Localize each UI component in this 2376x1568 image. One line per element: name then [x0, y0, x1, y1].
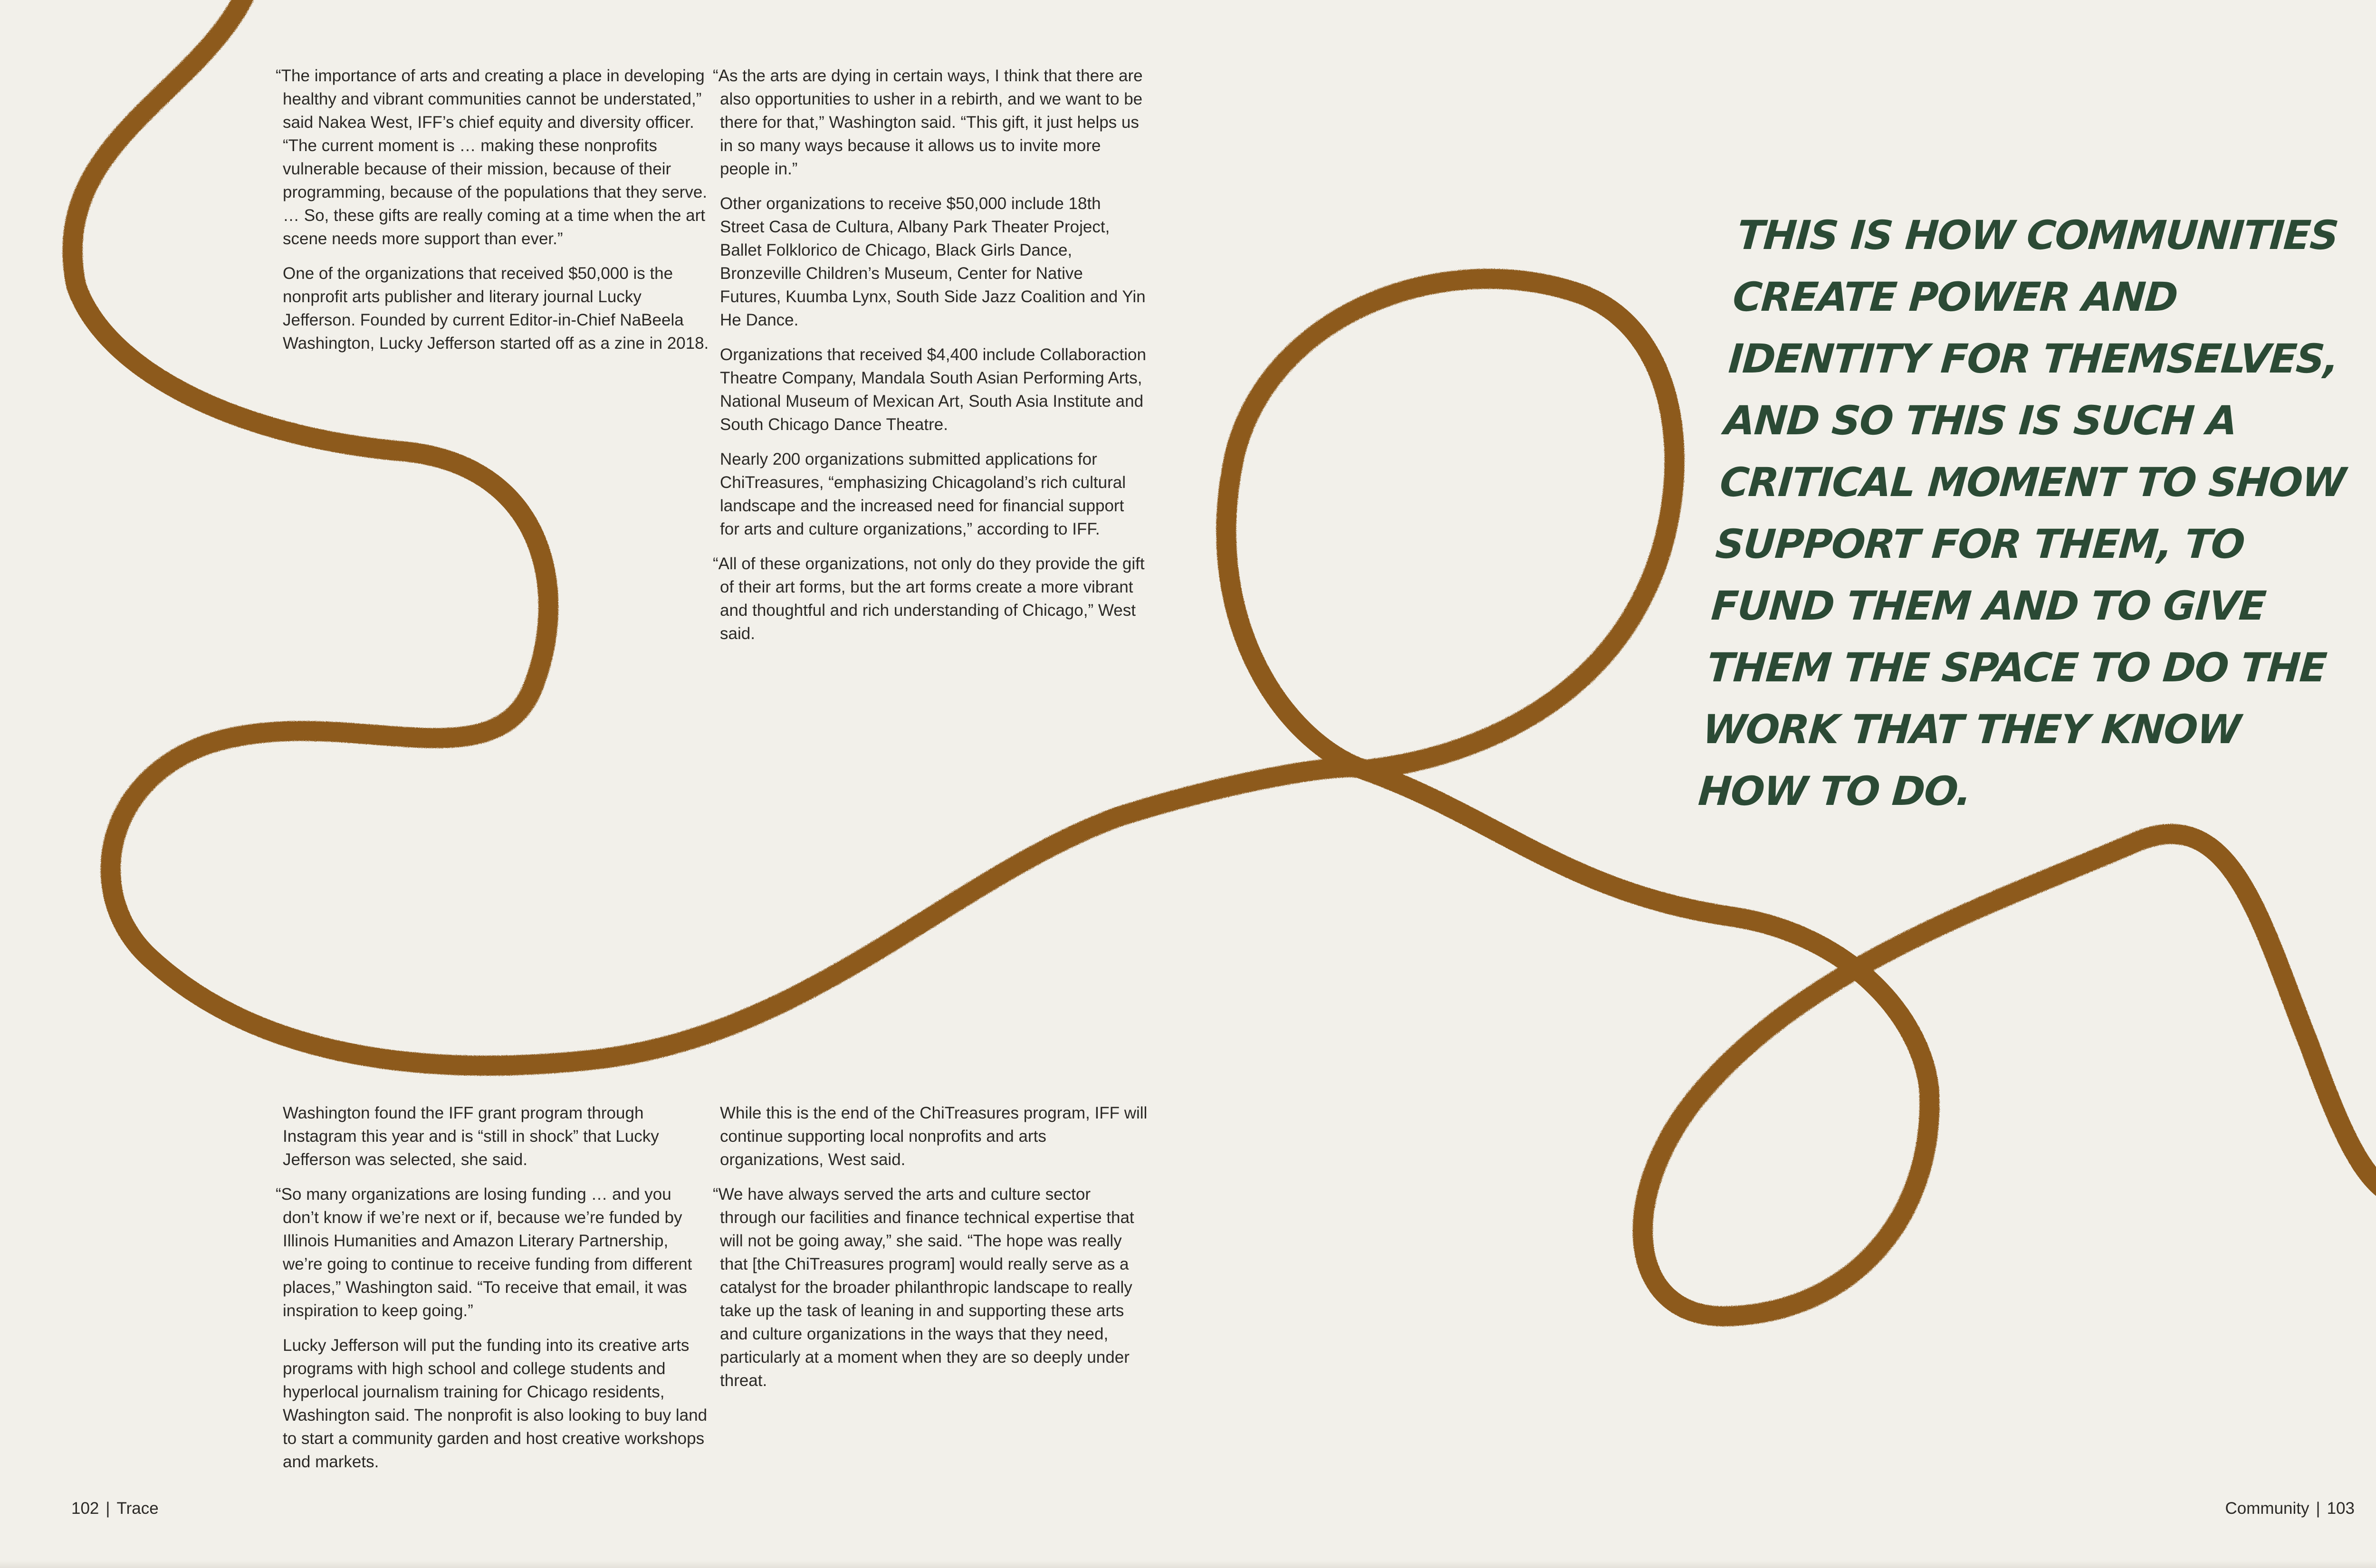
page-number: 103	[2327, 1499, 2355, 1518]
paragraph: “The importance of arts and creating a place in developing healthy and vibrant communities cannot be understated,” said Nakea West, IFF’s chief equity and diversity officer. “The current moment is … making these nonprofits vulnerable because of their mission, because of their programming, because of the populations that they serve. … So, these gifts are really coming at a time when the art scene needs more support than ever.”	[276, 67, 708, 248]
page-number: 102	[71, 1499, 99, 1518]
paragraph: While this is the end of the ChiTreasures program, IFF will continue supporting local nonprofits and arts organizations, West said.	[720, 1104, 1148, 1169]
folio-divider: |	[105, 1499, 110, 1518]
folio-right	[2225, 1498, 2355, 1519]
article-column-middle-bottom	[713, 1101, 1148, 1404]
paragraph: “We have always served the arts and culture sector through our facilities and finance technical expertise that will not be going away,” she said. “The hope was really that [the ChiTreasures program] would really serve as a catalyst for the broader philanthropic landscape to really take up the task of leaning in and supporting these arts and culture organizations in the ways that they need, particularly at a moment when they are so deeply under threat.	[713, 1185, 1134, 1390]
section-name: Trace	[116, 1499, 159, 1518]
section-name: Community	[2225, 1499, 2309, 1518]
paragraph: One of the organizations that received $50,000 is the nonprofit arts publisher and literary journal Lucky Jefferson. Founded by current Editor-in-Chief NaBeela Washington, Lucky Jefferson started off as a zine in 2018.	[283, 264, 709, 353]
paragraph: “All of these organizations, not only do they provide the gift of their art forms, but the art forms create a more vibrant and thoughtful and rich understanding of Chicago,” West said.	[713, 555, 1145, 643]
folio-left	[71, 1498, 159, 1519]
paragraph: Nearly 200 organizations submitted applications for ChiTreasures, “emphasizing Chicagoland’s rich cultural landscape and the increased need for financial support for arts and culture organizations,” according to IFF.	[720, 450, 1126, 538]
paragraph: “As the arts are dying in certain ways, I think that there are also opportunities to usher in a rebirth, and we want to be there for that,” Washington said. “This gift, it just helps us in so many ways because it allows us to invite more people in.”	[713, 67, 1143, 178]
folio-divider: |	[2316, 1499, 2320, 1518]
paragraph: Organizations that received $4,400 include Collaboraction Theatre Company, Mandala South Asian Performing Arts, National Museum of Mexican Art, South Asia Institute and South Chicago Dance Theatre.	[720, 345, 1146, 434]
article-column-left-top	[276, 64, 710, 366]
article-column-left-bottom	[276, 1101, 710, 1485]
paragraph: Other organizations to receive $50,000 include 18th Street Casa de Cultura, Albany Park Theater Project, Ballet Folklorico de Chicago, Black Girls Dance, Bronzeville Children’s Museum, Center for Native Futures, Kuumba Lynx, South Side Jazz Coalition and Yin He Dance.	[720, 194, 1146, 329]
page-edge	[0, 1560, 2376, 1568]
paragraph: “So many organizations are losing funding … and you don’t know if we’re next or if, because we’re funded by Illinois Humanities and Amazon Literary Partnership, we’re going to continue to receive funding from different places,” Washington said. “To receive that email, it was inspiration to keep going.”	[276, 1185, 692, 1320]
article-column-middle-top	[713, 64, 1148, 657]
pull-quote: THIS IS HOW COMMUNITIES CREATE POWER AND IDENTITY FOR THEMSELVES, AND SO THIS IS SUCH A CRITICAL MOMENT TO SHOW SUPPORT FOR THEM, TO FUND THEM AND TO GIVE THEM THE SPACE TO DO THE WORK THAT THEY KNOW HOW TO DO.	[1696, 212, 2347, 814]
paragraph: Washington found the IFF grant program through Instagram this year and is “still in shock” that Lucky Jefferson was selected, she said.	[283, 1104, 659, 1169]
paragraph: Lucky Jefferson will put the funding into its creative arts programs with high school and college students and hyperlocal journalism training for Chicago residents, Washington said. The nonprofit is also looking to buy land to start a community garden and host creative workshops and markets.	[283, 1336, 708, 1471]
